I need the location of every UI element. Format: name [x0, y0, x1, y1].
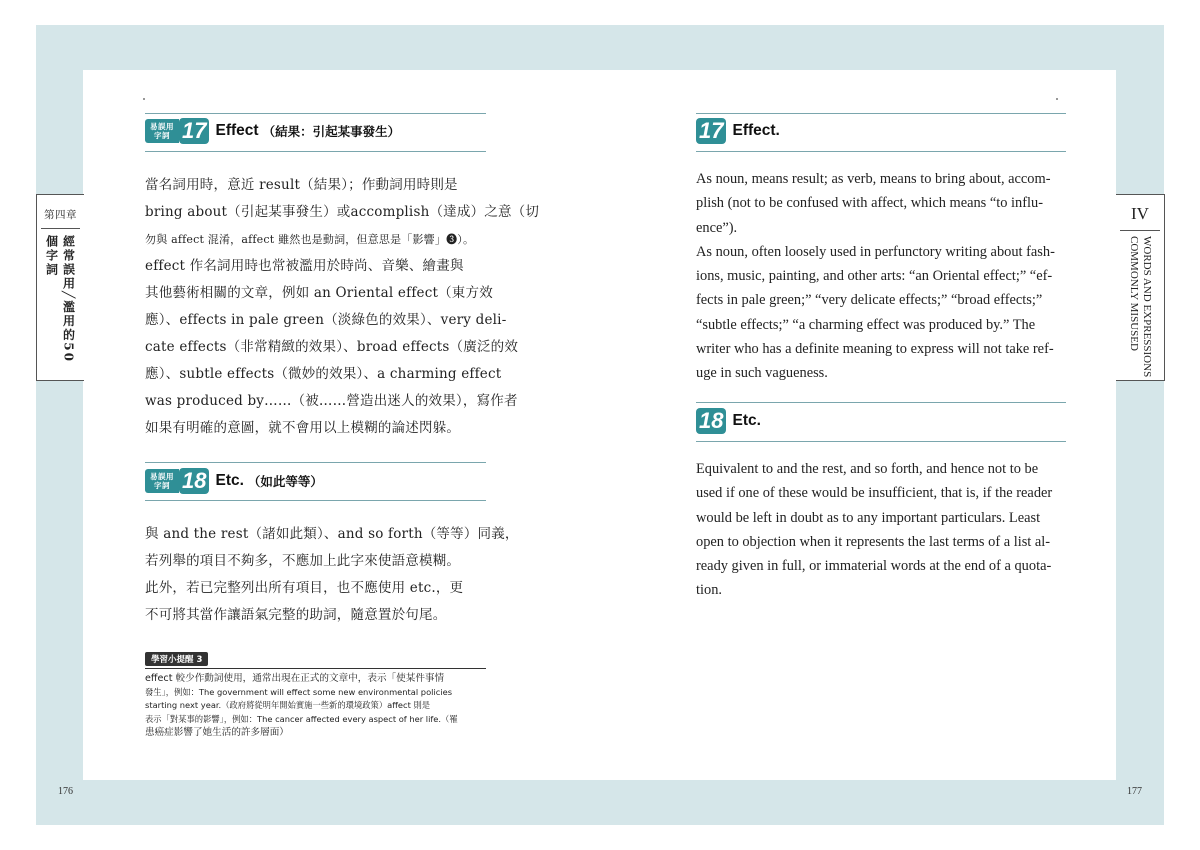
section-badge — [145, 468, 209, 494]
chapter-title-vertical — [1127, 236, 1153, 381]
tip-line: 發生」，例如：The government will effect some new environmental policies — [145, 686, 453, 697]
body-line: would be left in doubt as to any important particulars. Least — [696, 509, 1041, 526]
body-line: cate effects（非常精緻的效果）、broad effects（廣泛的效 — [145, 339, 519, 355]
badge-bottom-label: 字詞 — [154, 131, 170, 140]
page-dot — [143, 98, 145, 100]
chapter-roman-numeral: IV — [1131, 204, 1149, 223]
section-18-header-zh — [145, 468, 323, 494]
body-line: 其他藝術相關的文章，例如 an Oriental effect（東方效 — [145, 285, 493, 301]
section-number: 18 — [179, 468, 209, 494]
chapter-side-tab — [36, 194, 84, 381]
chapter-side-tab — [1116, 194, 1165, 381]
tip-line: 表示「對某事的影響」，例如：The cancer affected every aspect of her life.（罹 — [145, 713, 458, 724]
body-line: “subtle effects;” “a charming effect was produced by.” The — [696, 316, 1036, 333]
tip-line: starting next year.（政府將從明年開始實施一些新的環境政策）affect 則是 — [145, 700, 431, 711]
section-title: Effect — [215, 122, 259, 139]
badge-bottom-label: 字詞 — [154, 481, 170, 490]
body-line: As noun, often loosely used in perfunctory writing about fash- — [696, 243, 1055, 260]
section-title: Effect. — [732, 122, 780, 139]
header-rule — [145, 462, 486, 463]
section-number: 17 — [179, 118, 209, 144]
section-title: Etc. — [215, 472, 244, 489]
header-rule — [145, 113, 486, 114]
tab-divider — [1120, 230, 1160, 231]
body-line: open to objection when it represents the last terms of a list al- — [696, 533, 1051, 550]
body-line: As noun, means result; as verb, means to bring about, accom- — [696, 171, 1051, 187]
body-line: 應）、subtle effects（微妙的效果）、a charming effect — [145, 366, 502, 382]
body-line: was produced by……（被……營造出迷人的效果），寫作者 — [145, 393, 518, 409]
body-line: 當名詞用時，意近 result（結果）；作動詞用時則是 — [145, 177, 458, 193]
body-line: tion. — [696, 582, 722, 599]
section-title: Etc. — [732, 412, 761, 429]
section-18-header-en — [696, 408, 761, 434]
body-line: ence”). — [696, 219, 738, 236]
body-line: fects in pale green;” “very delicate effects;” “broad effects;” — [696, 292, 1043, 309]
body-line: effect 作名詞用時也常被濫用於時尚、音樂、繪畫與 — [145, 258, 464, 274]
header-rule — [696, 113, 1066, 114]
page-number: 176 — [58, 786, 73, 797]
chapter-label: 第四章 — [44, 209, 77, 221]
body-line: 應）、effects in pale green（淡綠色的效果）、very deli- — [145, 312, 507, 328]
section-number: 18 — [696, 408, 726, 434]
body-line: Equivalent to and the rest, and so forth, and hence not to be — [696, 461, 1039, 477]
learning-tip-box — [145, 647, 486, 740]
section-17-header-en — [696, 118, 780, 144]
body-line: 與 and the rest（諸如此類）、and so forth（等等）同義， — [145, 526, 519, 542]
body-line: 此外，若已完整列出所有項目，也不應使用 etc.，更 — [145, 580, 464, 596]
section-17-body-zh — [145, 172, 539, 442]
body-line: 若列舉的項目不夠多，不應加上此字來使語意模糊。 — [145, 553, 461, 569]
section-18-body-en — [696, 457, 1052, 603]
badge-top-label: 易誤用 — [150, 122, 174, 131]
section-17-header-zh — [145, 118, 400, 144]
body-line: ions, music, painting, and other arts: “an Oriental effect;” “ef- — [696, 268, 1053, 285]
header-rule — [145, 500, 486, 501]
page-number: 177 — [1127, 786, 1142, 797]
body-line: used if one of these would be insufficient, that is, if the reader — [696, 485, 1053, 502]
body-line: ready given in full, or immaterial words at the end of a quota- — [696, 558, 1052, 575]
body-line: bring about（引起某事發生）或accomplish（達成）之意（切 — [145, 204, 540, 220]
header-rule — [145, 151, 486, 152]
section-number: 17 — [696, 118, 726, 144]
header-rule — [696, 402, 1066, 403]
section-subtitle: （如此等等） — [247, 474, 323, 489]
section-17-body-en — [696, 167, 1055, 386]
chapter-title-line: COMMONLY MISUSED — [1128, 236, 1140, 351]
body-line: 不可將其當作讓語氣完整的助詞，隨意置於句尾。 — [145, 607, 447, 623]
badge-top-label: 易誤用 — [150, 472, 174, 481]
tip-line: 患癌症影響了她生活的許多層面） — [145, 727, 289, 739]
chapter-title-line: WORDS AND EXPRESSIONS — [1141, 236, 1153, 378]
tip-line: effect 較少作動詞使用，通常出現在正式的文章中，表示「使某件事情 — [145, 673, 445, 684]
page-dot — [1056, 98, 1058, 100]
tip-rule — [145, 668, 486, 669]
header-rule — [696, 151, 1066, 152]
tip-label: 學習小提醒 3 — [145, 652, 208, 666]
tab-divider — [41, 228, 80, 229]
section-18-body-zh — [145, 521, 519, 629]
body-line: 如果有明確的意圖，就不會用以上模糊的論述閃躲。 — [145, 420, 461, 436]
body-line: uge in such vagueness. — [696, 365, 828, 382]
body-line: 勿與 affect 混淆，affect 雖然也是動詞，但意思是「影響」❸）。 — [145, 233, 475, 246]
section-badge — [145, 118, 209, 144]
tip-body — [145, 672, 486, 740]
body-line: writer who has a definite meaning to express will not take ref- — [696, 341, 1054, 358]
chapter-title-vertical: 經常誤用╱濫用的50個字詞 — [44, 235, 76, 363]
header-rule — [696, 441, 1066, 442]
section-subtitle: （結果：引起某事發生） — [262, 124, 401, 139]
body-line: plish (not to be confused with affect, which means “to influ- — [696, 195, 1044, 212]
